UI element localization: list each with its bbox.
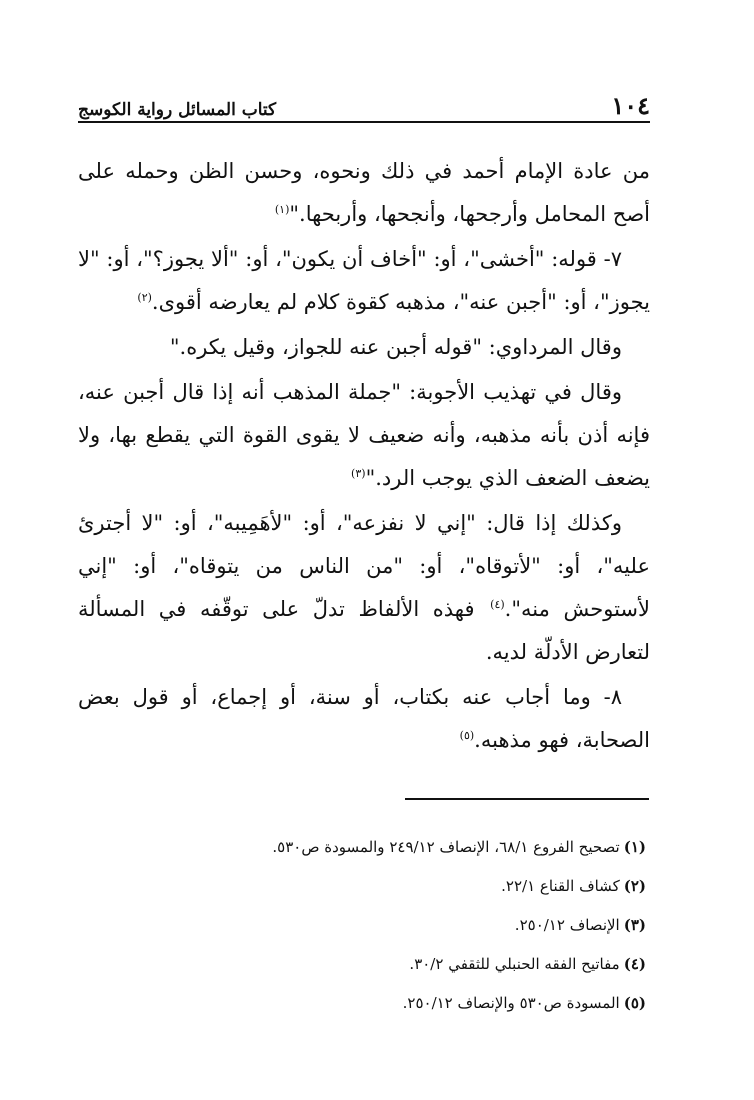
paragraph-1-text: من عادة الإمام أحمد في ذلك ونحوه، وحسن الظن وحمله على أصح المحامل وأرجحها، وأنجحها، وأربحها." bbox=[78, 159, 650, 226]
footnote-number: (١) bbox=[623, 838, 646, 856]
footnote-number: (٣) bbox=[623, 916, 646, 934]
main-text bbox=[78, 150, 650, 764]
footnote-text: كشاف القناع ٢٢/١. bbox=[501, 877, 620, 895]
note-ref-5: (٥) bbox=[459, 729, 475, 742]
note-ref-2: (٢) bbox=[137, 291, 152, 304]
paragraph-4 bbox=[78, 371, 650, 500]
paragraph-2 bbox=[78, 238, 650, 324]
footnote bbox=[78, 828, 650, 867]
footnote-number: (٥) bbox=[623, 994, 646, 1012]
header-rule bbox=[78, 121, 650, 123]
footnotes bbox=[78, 828, 650, 1023]
footnote-text: المسودة ص٥٣٠ والإنصاف ٢٥٠/١٢. bbox=[402, 994, 620, 1012]
note-ref-4: (٤) bbox=[490, 598, 505, 611]
paragraph-1 bbox=[78, 150, 650, 236]
footnote-number: (٤) bbox=[623, 955, 646, 973]
paragraph-4-text: وقال في تهذيب الأجوبة: "جملة المذهب أنه إذا قال أجبن عنه، فإنه أذن بأنه مذهبه، وأنه ضعيف لا يقوى القوة التي يقطع بها، ولا يضعف الضعف الذي يوجب الرد." bbox=[78, 380, 650, 490]
paragraph-6 bbox=[78, 676, 650, 762]
footnote bbox=[78, 906, 650, 945]
footnote-text: تصحيح الفروع ٦٨/١، الإنصاف ٢٤٩/١٢ والمسودة ص٥٣٠. bbox=[272, 838, 620, 856]
footnote-text: مفاتيح الفقه الحنبلي للثقفي ٣٠/٢. bbox=[409, 955, 620, 973]
paragraph-5 bbox=[78, 502, 650, 674]
paragraph-5-text-a: وكذلك إذا قال: "إني لا نفزعه"، أو: "لأهَمِيبه"، أو: "لا أجترئ عليه"، أو: "لأتوقاه"، أو: "من الناس من يتوقاه"، أو: "إني لأستوحش منه". bbox=[78, 511, 650, 621]
footnote-number: (٢) bbox=[623, 877, 646, 895]
page-number: ١٠٤ bbox=[611, 91, 650, 120]
footnote-text: الإنصاف ٢٥٠/١٢. bbox=[514, 916, 620, 934]
paragraph-2-text: ٧- قوله: "أخشى"، أو: "أخاف أن يكون"، أو: "ألا يجوز؟"، أو: "لا يجوز"، أو: "أجبن عنه"، مذهبه كقوة كلام لم يعارضه أقوى. bbox=[78, 247, 650, 314]
note-ref-3: (٣) bbox=[351, 467, 366, 480]
paragraph-3-text: وقال المرداوي: "قوله أجبن عنه للجواز، وقيل يكره." bbox=[169, 335, 622, 359]
footnote bbox=[78, 945, 650, 984]
paragraph-6-text: ٨- وما أجاب عنه بكتاب، أو سنة، أو إجماع، أو قول بعض الصحابة، فهو مذهبه. bbox=[78, 685, 650, 752]
note-ref-1: (١) bbox=[274, 203, 290, 216]
running-title: كتاب المسائل رواية الكوسج bbox=[78, 100, 277, 120]
paragraph-3 bbox=[78, 326, 650, 369]
footnote-rule bbox=[405, 798, 649, 800]
footnote bbox=[78, 867, 650, 906]
page-header bbox=[78, 86, 650, 120]
footnote bbox=[78, 984, 650, 1023]
paragraph-5-text-b: فهذه الألفاظ تدلّ على توقّفه في المسألة لتعارض الأدلّة لديه. bbox=[78, 597, 650, 664]
